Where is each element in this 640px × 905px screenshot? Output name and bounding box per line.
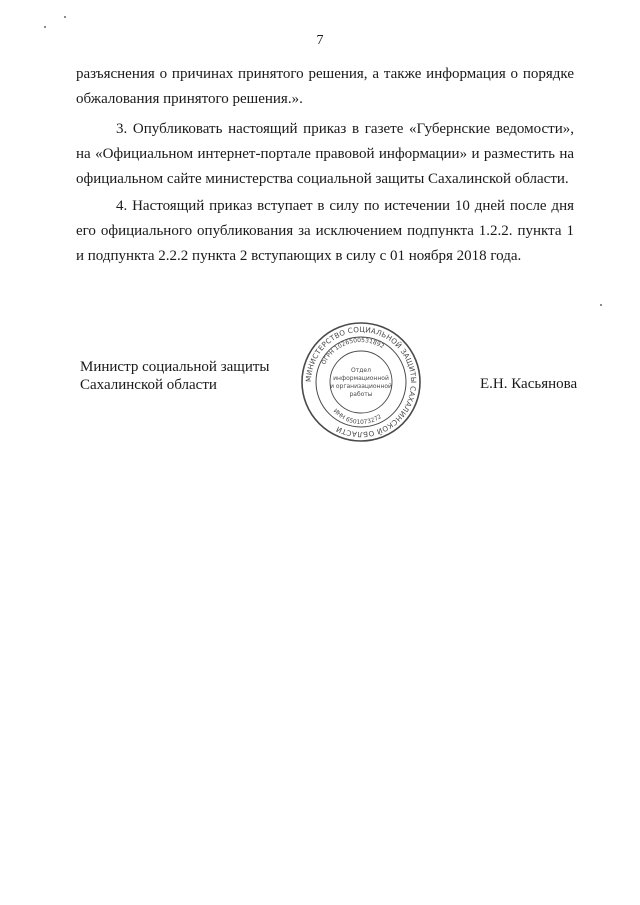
stamp-inn: ИНН 6501073272 xyxy=(331,407,383,427)
stamp-center-line2: информационной xyxy=(333,375,389,382)
paragraph-4: 4. Настоящий приказ вступает в силу по истечении 10 дней после дня его официального опубликования за исключением подпункта 1.2.2. пункта 1 и подпункта 2.2.2 пункта 2 вступающих в силу с 01 ноября 2018 года. xyxy=(76,198,574,264)
official-stamp xyxy=(299,320,423,444)
page-number: 7 xyxy=(316,33,324,48)
stamp-center-line3: и организационной xyxy=(330,383,392,390)
scan-speck xyxy=(600,304,602,306)
signatory-position-line1: Министр социальной защиты xyxy=(80,359,270,375)
signatory-name: Е.Н. Касьянова xyxy=(480,376,578,392)
stamp-ring-text: МИНИСТЕРСТВО СОЦИАЛЬНОЙ ЗАЩИТЫ САХАЛИНСКОЙ ОБЛАСТИ xyxy=(303,324,419,440)
stamp-center-line1: Отдел xyxy=(351,367,371,374)
paragraph-3: 3. Опубликовать настоящий приказ в газете «Губернские ведомости», на «Официальном интернет-портале правовой информации» и разместить на официальном сайте министерства социальной защиты Сахалинской области. xyxy=(76,121,574,187)
paragraph-continuation: разъяснения о причинах принятого решения, а также информация о порядке обжалования принятого решения.». xyxy=(76,66,574,107)
scan-speck xyxy=(44,26,46,28)
signatory-position xyxy=(80,358,270,394)
stamp-ogrn: ОГРН 1026500531892 xyxy=(320,336,386,366)
stamp-inner-ring xyxy=(330,351,392,413)
signatory-position-line2: Сахалинской области xyxy=(80,377,217,393)
svg-text:ИНН 6501073272 xyxy=(332,408,383,426)
stamp-center-line4: работы xyxy=(349,391,373,398)
scan-speck xyxy=(64,16,66,18)
